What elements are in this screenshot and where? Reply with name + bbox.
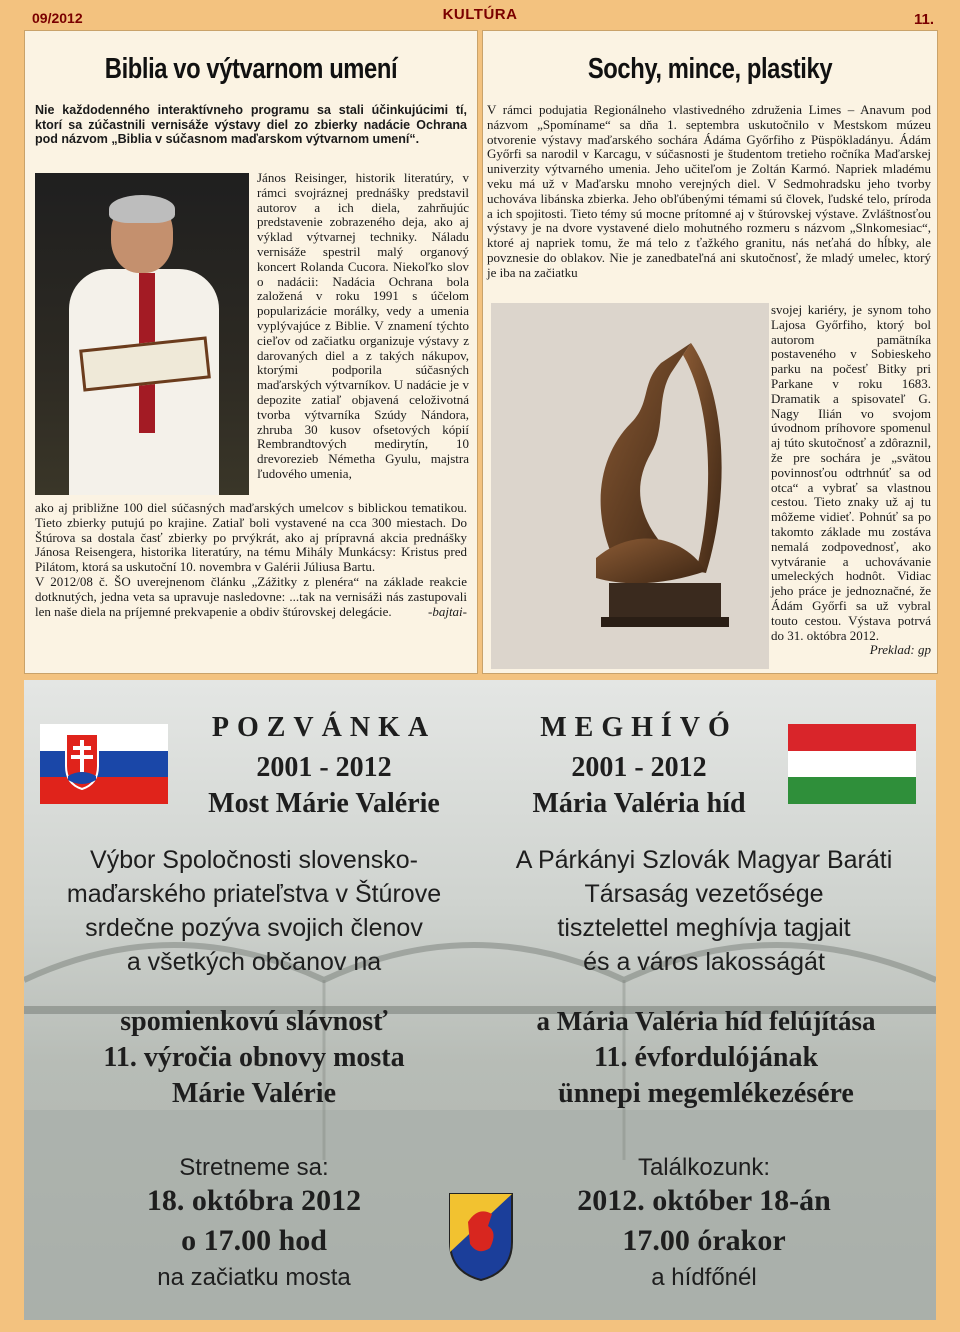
article-right-side-text <box>771 303 931 658</box>
poster-bridge-name-sk: Most Márie Valérie <box>208 788 440 819</box>
article-correction: V 2012/08 č. ŠO uverejnenom článku „Zážitky z plenéra“ na základe reakcie dotknutých, jedna veta sa upravuje nasledovne: ...tak na vernisáži nás zastupovali len naše diela na príjemné prekvapenie a obdiv štúrovskej delegácie. <box>35 573 467 619</box>
poster-event-hu-3: ünnepi megemlékezésére <box>558 1078 854 1109</box>
poster-body-sk-line: maďarského priateľstva v Štúrove <box>66 880 442 908</box>
poster-body-hu-line: tisztelettel meghívja tagjait <box>557 914 851 942</box>
poster-meet-hu: Találkozunk: <box>637 1154 771 1181</box>
translator-credit: Preklad: gp <box>869 642 931 658</box>
poster-years-hu: 2001 - 2012 <box>571 752 707 783</box>
poster-place-sk: na začiatku mosta <box>157 1264 351 1291</box>
poster-body-sk-line: srdečne pozýva svojich členov <box>85 914 423 942</box>
poster-body-sk-line: a všetkých občanov na <box>126 948 382 976</box>
poster-years-sk: 2001 - 2012 <box>256 752 392 783</box>
poster-body-hu-line: és a város lakosságát <box>583 948 825 976</box>
article-title-right: Sochy, mince, plastiky <box>587 53 833 85</box>
poster-date-sk: 18. októbra 2012 <box>146 1184 362 1217</box>
slovak-coat-of-arms-icon <box>64 732 100 790</box>
poster-body-sk-line: Výbor Spoločnosti slovensko- <box>90 846 418 874</box>
slovak-flag <box>40 724 168 804</box>
issue-number: 09/2012 <box>32 10 83 26</box>
poster-place-hu: a hídfőnél <box>651 1264 757 1291</box>
article-left <box>24 30 478 674</box>
poster-body-hu-line: Társaság vezetősége <box>584 880 824 908</box>
hungarian-flag <box>788 724 916 804</box>
poster-heading-hu: MEGHÍVÓ <box>540 712 738 743</box>
poster-meet-sk: Stretneme sa: <box>179 1154 329 1181</box>
article-paragraph-2 <box>35 501 467 619</box>
invitation-poster <box>24 680 936 1320</box>
article-right-side-body: svojej kariéry, je synom toho Lajosa Győrfiho, ktorý bol autorom pamätníka postaveného v Sobieskeho parku na počesť Bitky pri Parkane v roku 1683. Dramatik a spisovateľ G. Nagy Ilián vo svojom úvodnom príhovore spomenul aj túto skutočnosť a zdôraznil, že pre sochára je „svätou povinnosťou odtrhnúť sa od otca“ a vybrať sa vlastnou cestou. Tieto znaky už aj tu môžeme vidieť. Pohnúť sa po takomto základe mu zostáva nemalá zodpovednosť, ako vytváranie a uchovávanie umeleckých hodnôt. Vidiac jeho práce je jednoznačné, že Ádám Győrfi sa už vybral touto cestou. Výstava potrvá do 31. októbra 2012. <box>771 302 931 643</box>
poster-time-sk: o 17.00 hod <box>181 1224 327 1257</box>
page-header <box>0 0 960 30</box>
poster-event-sk-3: Márie Valérie <box>171 1078 337 1109</box>
article-paragraph-2-text: ako aj približne 100 diel súčasných maďarských umelcov s biblickou tematikou. Tieto zbierky putujú po krajine. Zatiaľ boli vystavené na cca 300 miestach. Do Štúrova sa dostala časť zbierky po prvýkrát, ako aj prípravná akcia prednášky Jánosa Reisengera, historika literatúry, na tému Mihály Munkácsy: Kristus pred Pilátom, ktorá sa uskutoční 10. novembra v Galérii Júliusa Bartu. <box>35 500 467 575</box>
author-signature: -bajtai- <box>428 603 467 619</box>
page-number: 11. <box>913 11 934 28</box>
poster-heading-sk: POZVÁNKA <box>211 712 437 743</box>
article-title-left: Biblia vo výtvarnom umení <box>104 53 398 85</box>
article-lead: Nie každodenného interaktívneho programu sa stali účinkujúcimi tí, ktorí sa zúčastnili vernisáže výstavy diel zo zbierky nadácie Ochrana pod názvom „Biblia v súčasnom maďarskom výtvarnom umení“. <box>35 103 467 146</box>
poster-event-hu-2: 11. évfordulójának <box>593 1042 819 1073</box>
poster-time-hu: 17.00 órakor <box>622 1224 786 1257</box>
town-coat-of-arms-icon <box>448 1192 514 1282</box>
article-right <box>482 30 938 674</box>
section-title: KULTÚRA <box>442 6 518 23</box>
poster-body-hu-line: A Párkányi Szlovák Magyar Baráti <box>515 846 893 874</box>
poster-event-hu-1: a Mária Valéria híd felújítása <box>536 1006 876 1036</box>
speaker-photo <box>35 173 249 495</box>
sculpture-photo <box>491 303 769 669</box>
article-paragraph-1: János Reisinger, historik literatúry, v rámci svojráznej prednášky predstavil autorov a ich diela, zahrňujúc predstavenie zobrazeného deja, ako aj výklad výtvarnej techniky. Náladu vernisáže spestril malý organový koncert Rolanda Cucora. Niekoľko slov o nadácii: Nadácia Ochrana bola založená v roku 1991 s účelom popularizácie morálky, vedy a umenia vyplývajúce z Biblie. V znamení týchto cieľov od začiatku organizuje výstavy z darovaných diel a z takých nákupov, ktorými podporila súčasných maďarských výtvarníkov. U nadácie je v depozite zatiaľ objavená celoživotná tvorba výtvarníka Szúdy Nándora, zhruba 30 kusov ofsetových kópií Rembrandtových medirytín, 10 drevorezieb Németha Gyulu, majstra ľudového umenia, <box>257 170 469 481</box>
poster-bridge-name-hu: Mária Valéria híd <box>532 788 746 819</box>
article-right-text: V rámci podujatia Regionálneho vlastivedného združenia Limes – Anavum pod názvom „Spomíname“ sa dňa 1. septembra uskutočnilo v Mestskom múzeu otvorenie výstavy maďarského sochára Ádáma Győrfiho z Püspökladányu. Ádám Győrfi sa narodil v Karcagu, v súčasnosti je študentom tretieho ročníka Maďarskej univerzity výtvarného umenia. Jeho učiteľom je Zoltán Karmó. Napriek mladému veku má už v Maďarsku mnoho verejných diel. V Sedmohradsku jeho tvorby uchováva libánska zbierka. Jeho obľúbenými témami sú človek, ľudské telo, príroda a ich spojitosti. Tieto témy sú mocne prítomné aj v štúrovskej výstave. Zvláštnosťou výstavy je na dvore vystavené dielo mohutného rozmeru s názvom „Slnkomesiac“, ktoré aj napriek tomu, že má telo z ťažkého granitu, nás neťahá do hĺbky, ale povznesie do oblakov. Nie je zanedbateľná ani skutočnosť, že mladý umelec, ktorý je iba na začiatku <box>487 102 931 280</box>
poster-date-hu: 2012. október 18-án <box>577 1184 831 1217</box>
poster-event-sk-2: 11. výročia obnovy mosta <box>103 1042 405 1073</box>
poster-event-sk-1: spomienkovú slávnosť <box>120 1006 388 1037</box>
